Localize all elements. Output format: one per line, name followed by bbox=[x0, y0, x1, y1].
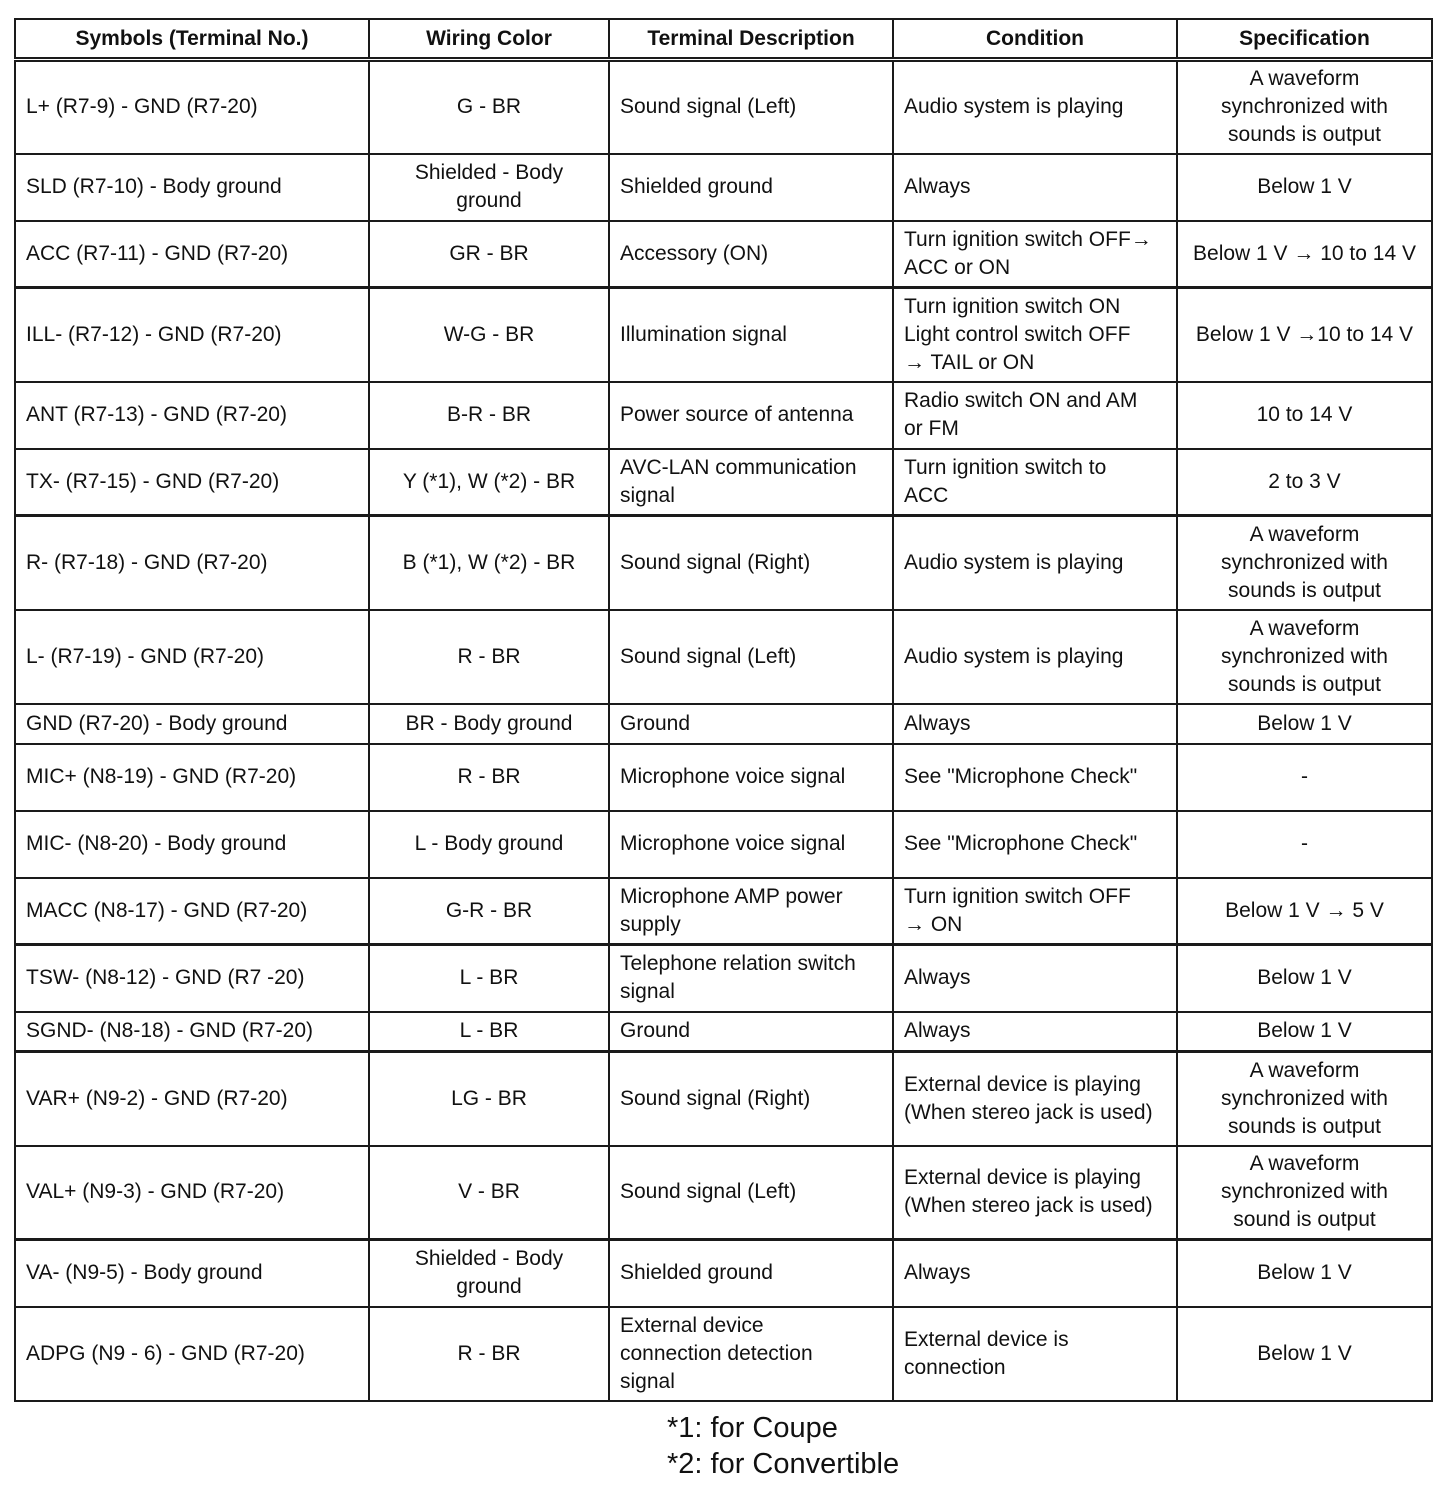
symbol-cell: L- (R7-19) - GND (R7-20) bbox=[15, 610, 369, 704]
description-cell: Sound signal (Right) bbox=[609, 1052, 893, 1146]
description-cell: Power source of antenna bbox=[609, 382, 893, 449]
condition-cell: Audio system is playing bbox=[893, 610, 1177, 704]
wiring-color-cell: R - BR bbox=[369, 744, 609, 811]
wiring-color-cell: L - BR bbox=[369, 945, 609, 1012]
table-row bbox=[15, 945, 1432, 1012]
table-row bbox=[15, 878, 1432, 945]
specification-cell: A waveform synchronized with sounds is output bbox=[1177, 610, 1432, 704]
wiring-color-cell: G - BR bbox=[369, 60, 609, 154]
specification-cell: Below 1 V bbox=[1177, 704, 1432, 744]
condition-cell: Always bbox=[893, 945, 1177, 1012]
description-cell: Sound signal (Left) bbox=[609, 1146, 893, 1240]
footnotes bbox=[667, 1410, 899, 1482]
wiring-color-cell: B (*1), W (*2) - BR bbox=[369, 516, 609, 610]
table-row bbox=[15, 60, 1432, 154]
specification-cell: Below 1 V → 5 V bbox=[1177, 878, 1432, 945]
table-row bbox=[15, 1146, 1432, 1240]
footnote-coupe: *1: for Coupe bbox=[667, 1412, 838, 1444]
symbol-cell: VAR+ (N9-2) - GND (R7-20) bbox=[15, 1052, 369, 1146]
description-cell: Shielded ground bbox=[609, 1240, 893, 1307]
table-row bbox=[15, 1240, 1432, 1307]
footnote-convertible: *2: for Convertible bbox=[667, 1448, 900, 1480]
symbol-cell: R- (R7-18) - GND (R7-20) bbox=[15, 516, 369, 610]
specification-cell: Below 1 V bbox=[1177, 1012, 1432, 1052]
wiring-color-cell: W-G - BR bbox=[369, 288, 609, 382]
specification-cell: Below 1 V bbox=[1177, 1240, 1432, 1307]
description-cell: Microphone AMP power supply bbox=[609, 878, 893, 945]
table-row bbox=[15, 1307, 1432, 1401]
symbol-cell: ILL- (R7-12) - GND (R7-20) bbox=[15, 288, 369, 382]
table-header-row bbox=[15, 19, 1432, 60]
condition-cell: Always bbox=[893, 1012, 1177, 1052]
symbol-cell: MACC (N8-17) - GND (R7-20) bbox=[15, 878, 369, 945]
wiring-color-cell: G-R - BR bbox=[369, 878, 609, 945]
description-cell: External device connection detection signal bbox=[609, 1307, 893, 1401]
description-cell: Accessory (ON) bbox=[609, 221, 893, 288]
wiring-color-cell: Y (*1), W (*2) - BR bbox=[369, 449, 609, 516]
specification-cell: - bbox=[1177, 811, 1432, 878]
description-cell: Microphone voice signal bbox=[609, 744, 893, 811]
condition-cell: Turn ignition switch OFF→ ACC or ON bbox=[893, 221, 1177, 288]
wiring-color-cell: BR - Body ground bbox=[369, 704, 609, 744]
symbol-cell: TX- (R7-15) - GND (R7-20) bbox=[15, 449, 369, 516]
condition-cell: Audio system is playing bbox=[893, 516, 1177, 610]
header-terminal-description: Terminal Description bbox=[609, 19, 893, 60]
wiring-color-cell: L - Body ground bbox=[369, 811, 609, 878]
symbol-cell: ANT (R7-13) - GND (R7-20) bbox=[15, 382, 369, 449]
description-cell: Telephone relation switch signal bbox=[609, 945, 893, 1012]
condition-cell: External device is playing (When stereo jack is used) bbox=[893, 1052, 1177, 1146]
condition-cell: Always bbox=[893, 704, 1177, 744]
condition-cell: External device is playing (When stereo jack is used) bbox=[893, 1146, 1177, 1240]
header-wiring-color: Wiring Color bbox=[369, 19, 609, 60]
symbol-cell: ACC (R7-11) - GND (R7-20) bbox=[15, 221, 369, 288]
wiring-color-cell: R - BR bbox=[369, 610, 609, 704]
header-specification: Specification bbox=[1177, 19, 1432, 60]
table-row bbox=[15, 449, 1432, 516]
table-row bbox=[15, 610, 1432, 704]
specification-cell: Below 1 V →10 to 14 V bbox=[1177, 288, 1432, 382]
symbol-cell: VA- (N9-5) - Body ground bbox=[15, 1240, 369, 1307]
wiring-color-cell: V - BR bbox=[369, 1146, 609, 1240]
table-row bbox=[15, 744, 1432, 811]
specification-cell: 2 to 3 V bbox=[1177, 449, 1432, 516]
wiring-color-cell: B-R - BR bbox=[369, 382, 609, 449]
symbol-cell: ADPG (N9 - 6) - GND (R7-20) bbox=[15, 1307, 369, 1401]
specification-cell: Below 1 V bbox=[1177, 154, 1432, 221]
symbol-cell: GND (R7-20) - Body ground bbox=[15, 704, 369, 744]
condition-cell: Turn ignition switch OFF → ON bbox=[893, 878, 1177, 945]
condition-cell: Always bbox=[893, 154, 1177, 221]
symbol-cell: MIC- (N8-20) - Body ground bbox=[15, 811, 369, 878]
specification-cell: Below 1 V bbox=[1177, 1307, 1432, 1401]
wiring-color-cell: R - BR bbox=[369, 1307, 609, 1401]
specification-cell: A waveform synchronized with sounds is output bbox=[1177, 1052, 1432, 1146]
condition-cell: See "Microphone Check" bbox=[893, 811, 1177, 878]
table-row bbox=[15, 221, 1432, 288]
header-symbols: Symbols (Terminal No.) bbox=[15, 19, 369, 60]
description-cell: Shielded ground bbox=[609, 154, 893, 221]
condition-cell: See "Microphone Check" bbox=[893, 744, 1177, 811]
wiring-color-cell: Shielded - Body ground bbox=[369, 154, 609, 221]
description-cell: Sound signal (Left) bbox=[609, 60, 893, 154]
symbol-cell: TSW- (N8-12) - GND (R7 -20) bbox=[15, 945, 369, 1012]
header-condition: Condition bbox=[893, 19, 1177, 60]
description-cell: Illumination signal bbox=[609, 288, 893, 382]
description-cell: AVC-LAN communication signal bbox=[609, 449, 893, 516]
symbol-cell: VAL+ (N9-3) - GND (R7-20) bbox=[15, 1146, 369, 1240]
specification-cell: 10 to 14 V bbox=[1177, 382, 1432, 449]
description-cell: Microphone voice signal bbox=[609, 811, 893, 878]
wiring-color-cell: LG - BR bbox=[369, 1052, 609, 1146]
table-row bbox=[15, 516, 1432, 610]
description-cell: Ground bbox=[609, 1012, 893, 1052]
table-row bbox=[15, 811, 1432, 878]
specification-cell: Below 1 V bbox=[1177, 945, 1432, 1012]
specification-cell: - bbox=[1177, 744, 1432, 811]
table-row bbox=[15, 704, 1432, 744]
description-cell: Sound signal (Right) bbox=[609, 516, 893, 610]
specification-cell: Below 1 V → 10 to 14 V bbox=[1177, 221, 1432, 288]
condition-cell: Audio system is playing bbox=[893, 60, 1177, 154]
table-row bbox=[15, 1052, 1432, 1146]
wiring-color-cell: L - BR bbox=[369, 1012, 609, 1052]
specification-cell: A waveform synchronized with sounds is output bbox=[1177, 60, 1432, 154]
table-row bbox=[15, 1012, 1432, 1052]
symbol-cell: SGND- (N8-18) - GND (R7-20) bbox=[15, 1012, 369, 1052]
symbol-cell: MIC+ (N8-19) - GND (R7-20) bbox=[15, 744, 369, 811]
wiring-color-cell: GR - BR bbox=[369, 221, 609, 288]
specification-cell: A waveform synchronized with sound is output bbox=[1177, 1146, 1432, 1240]
wiring-color-cell: Shielded - Body ground bbox=[369, 1240, 609, 1307]
condition-cell: Radio switch ON and AM or FM bbox=[893, 382, 1177, 449]
specification-cell: A waveform synchronized with sounds is output bbox=[1177, 516, 1432, 610]
terminal-spec-table bbox=[14, 18, 1433, 1402]
description-cell: Ground bbox=[609, 704, 893, 744]
condition-cell: Turn ignition switch ON Light control switch OFF → TAIL or ON bbox=[893, 288, 1177, 382]
symbol-cell: L+ (R7-9) - GND (R7-20) bbox=[15, 60, 369, 154]
table-row bbox=[15, 288, 1432, 382]
condition-cell: Turn ignition switch to ACC bbox=[893, 449, 1177, 516]
description-cell: Sound signal (Left) bbox=[609, 610, 893, 704]
condition-cell: External device is connection bbox=[893, 1307, 1177, 1401]
table-row bbox=[15, 382, 1432, 449]
table-row bbox=[15, 154, 1432, 221]
condition-cell: Always bbox=[893, 1240, 1177, 1307]
symbol-cell: SLD (R7-10) - Body ground bbox=[15, 154, 369, 221]
